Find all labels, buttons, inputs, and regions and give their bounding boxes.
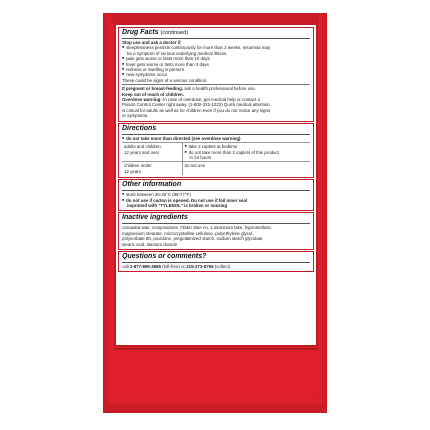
other-info-item: ■ store between 20-25°C (68-77°F) — [122, 192, 310, 197]
dose-instruction: ■ do not take more than 2 caplets of this product — [185, 150, 309, 155]
stop-item: ■ fever gets worse or lasts more than 3 days — [122, 62, 310, 67]
dose-group — [122, 143, 182, 162]
stop-item: ■ new symptoms occur — [122, 72, 310, 77]
drug-facts-continued: (continued) — [160, 30, 189, 36]
dose-instructions — [182, 162, 310, 175]
stop-item: ■ pain gets worse or lasts more than 10 days — [122, 56, 310, 61]
overdose-text: or symptoms. — [122, 113, 149, 119]
overdose-label: Overdose warning: — [122, 97, 162, 103]
inactive-line: magnesium stearate, microcrystalline cellulose, polyethylene glycol, — [122, 230, 254, 236]
dose-group-text: adults and children — [124, 144, 161, 150]
dose-instructions — [182, 143, 310, 162]
dose-group-text: 12 years and over — [124, 149, 160, 155]
other-info-item-continued: imprinted with "TYLENOL" is broken or missing — [127, 202, 228, 208]
dose-instruction: do not use — [184, 163, 206, 169]
table-row — [122, 162, 310, 175]
inactive-ingredients-section — [118, 212, 314, 250]
other-info-section — [118, 179, 314, 211]
phone-note: (toll-free) or — [161, 263, 187, 269]
overdose-text: In case of overdose, get medical help or contact a — [161, 97, 260, 103]
inactive-line: polysorbate 80, povidone, pregelatinized starch, sodium starch glycolate, — [122, 236, 264, 242]
drug-facts-section — [118, 27, 314, 122]
other-info-item: ■ do not use if carton is opened. Do not use if foil inner seal — [122, 198, 310, 203]
drug-facts-panel — [114, 23, 318, 347]
overdose-text: Poison Control Center right away. (1-800-222-1222) Quick medical attention — [122, 102, 270, 108]
stop-item: ■ sleeplessness persists continuously for more than 2 weeks. Insomnia may — [122, 45, 310, 50]
inactive-heading: Inactive ingredients — [122, 214, 310, 224]
dose-group-text: 12 years — [124, 168, 141, 174]
drug-facts-heading — [122, 29, 310, 39]
inactive-line: stearic acid, titanium dioxide — [122, 241, 178, 247]
questions-section — [118, 251, 314, 272]
questions-prefix: call — [122, 263, 130, 269]
directions-warning: ■ do not take more than directed (see overdose warning) — [122, 136, 310, 141]
stop-item-continued: be a symptom of serious underlying medical illness. — [127, 50, 228, 56]
phone-number-tollfree: 1-877-895-3665 — [129, 263, 162, 269]
keep-out-warning: Keep out of reach of children. — [122, 91, 184, 97]
other-info-heading: Other information — [122, 181, 310, 191]
phone-number-collect: 215-273-8755 — [186, 263, 214, 269]
box-bottom-flap — [103, 405, 327, 413]
phone-note: (collect) — [213, 263, 231, 269]
directions-table — [122, 142, 310, 175]
overdose-text: is critical for adults as well as for children even if you do not notice any signs — [122, 107, 271, 113]
box-right-edge — [319, 13, 327, 413]
pregnant-text: ask a health professional before use. — [183, 86, 256, 92]
questions-heading: Questions or comments? — [122, 253, 310, 263]
panel-bottom-stripe — [114, 348, 318, 350]
pregnant-label: If pregnant or breast-feeding, — [122, 86, 183, 92]
drug-facts-title: Drug Facts — [122, 29, 159, 36]
box-top-flap — [103, 13, 327, 23]
dose-group-text: children under — [124, 163, 152, 169]
stop-item: ■ redness or swelling is present — [122, 67, 310, 72]
dose-instruction: ■ take 2 caplets at bedtime — [185, 144, 309, 149]
serious-note: These could be signs of a serious condition. — [122, 77, 208, 83]
directions-section — [118, 123, 314, 178]
inactive-line: carnauba wax, crospovidone, FD&C blue no. 1 aluminum lake, hypromellose, — [122, 225, 273, 231]
dose-instruction-continued: in 24 hours — [189, 154, 212, 160]
dose-group — [122, 162, 182, 175]
warnings-block — [122, 84, 310, 118]
questions-line — [122, 264, 310, 269]
stop-use-heading: Stop use and ask a doctor if — [122, 40, 181, 45]
table-row — [122, 143, 310, 162]
box-left-edge — [103, 13, 111, 413]
directions-heading: Directions — [122, 125, 310, 135]
